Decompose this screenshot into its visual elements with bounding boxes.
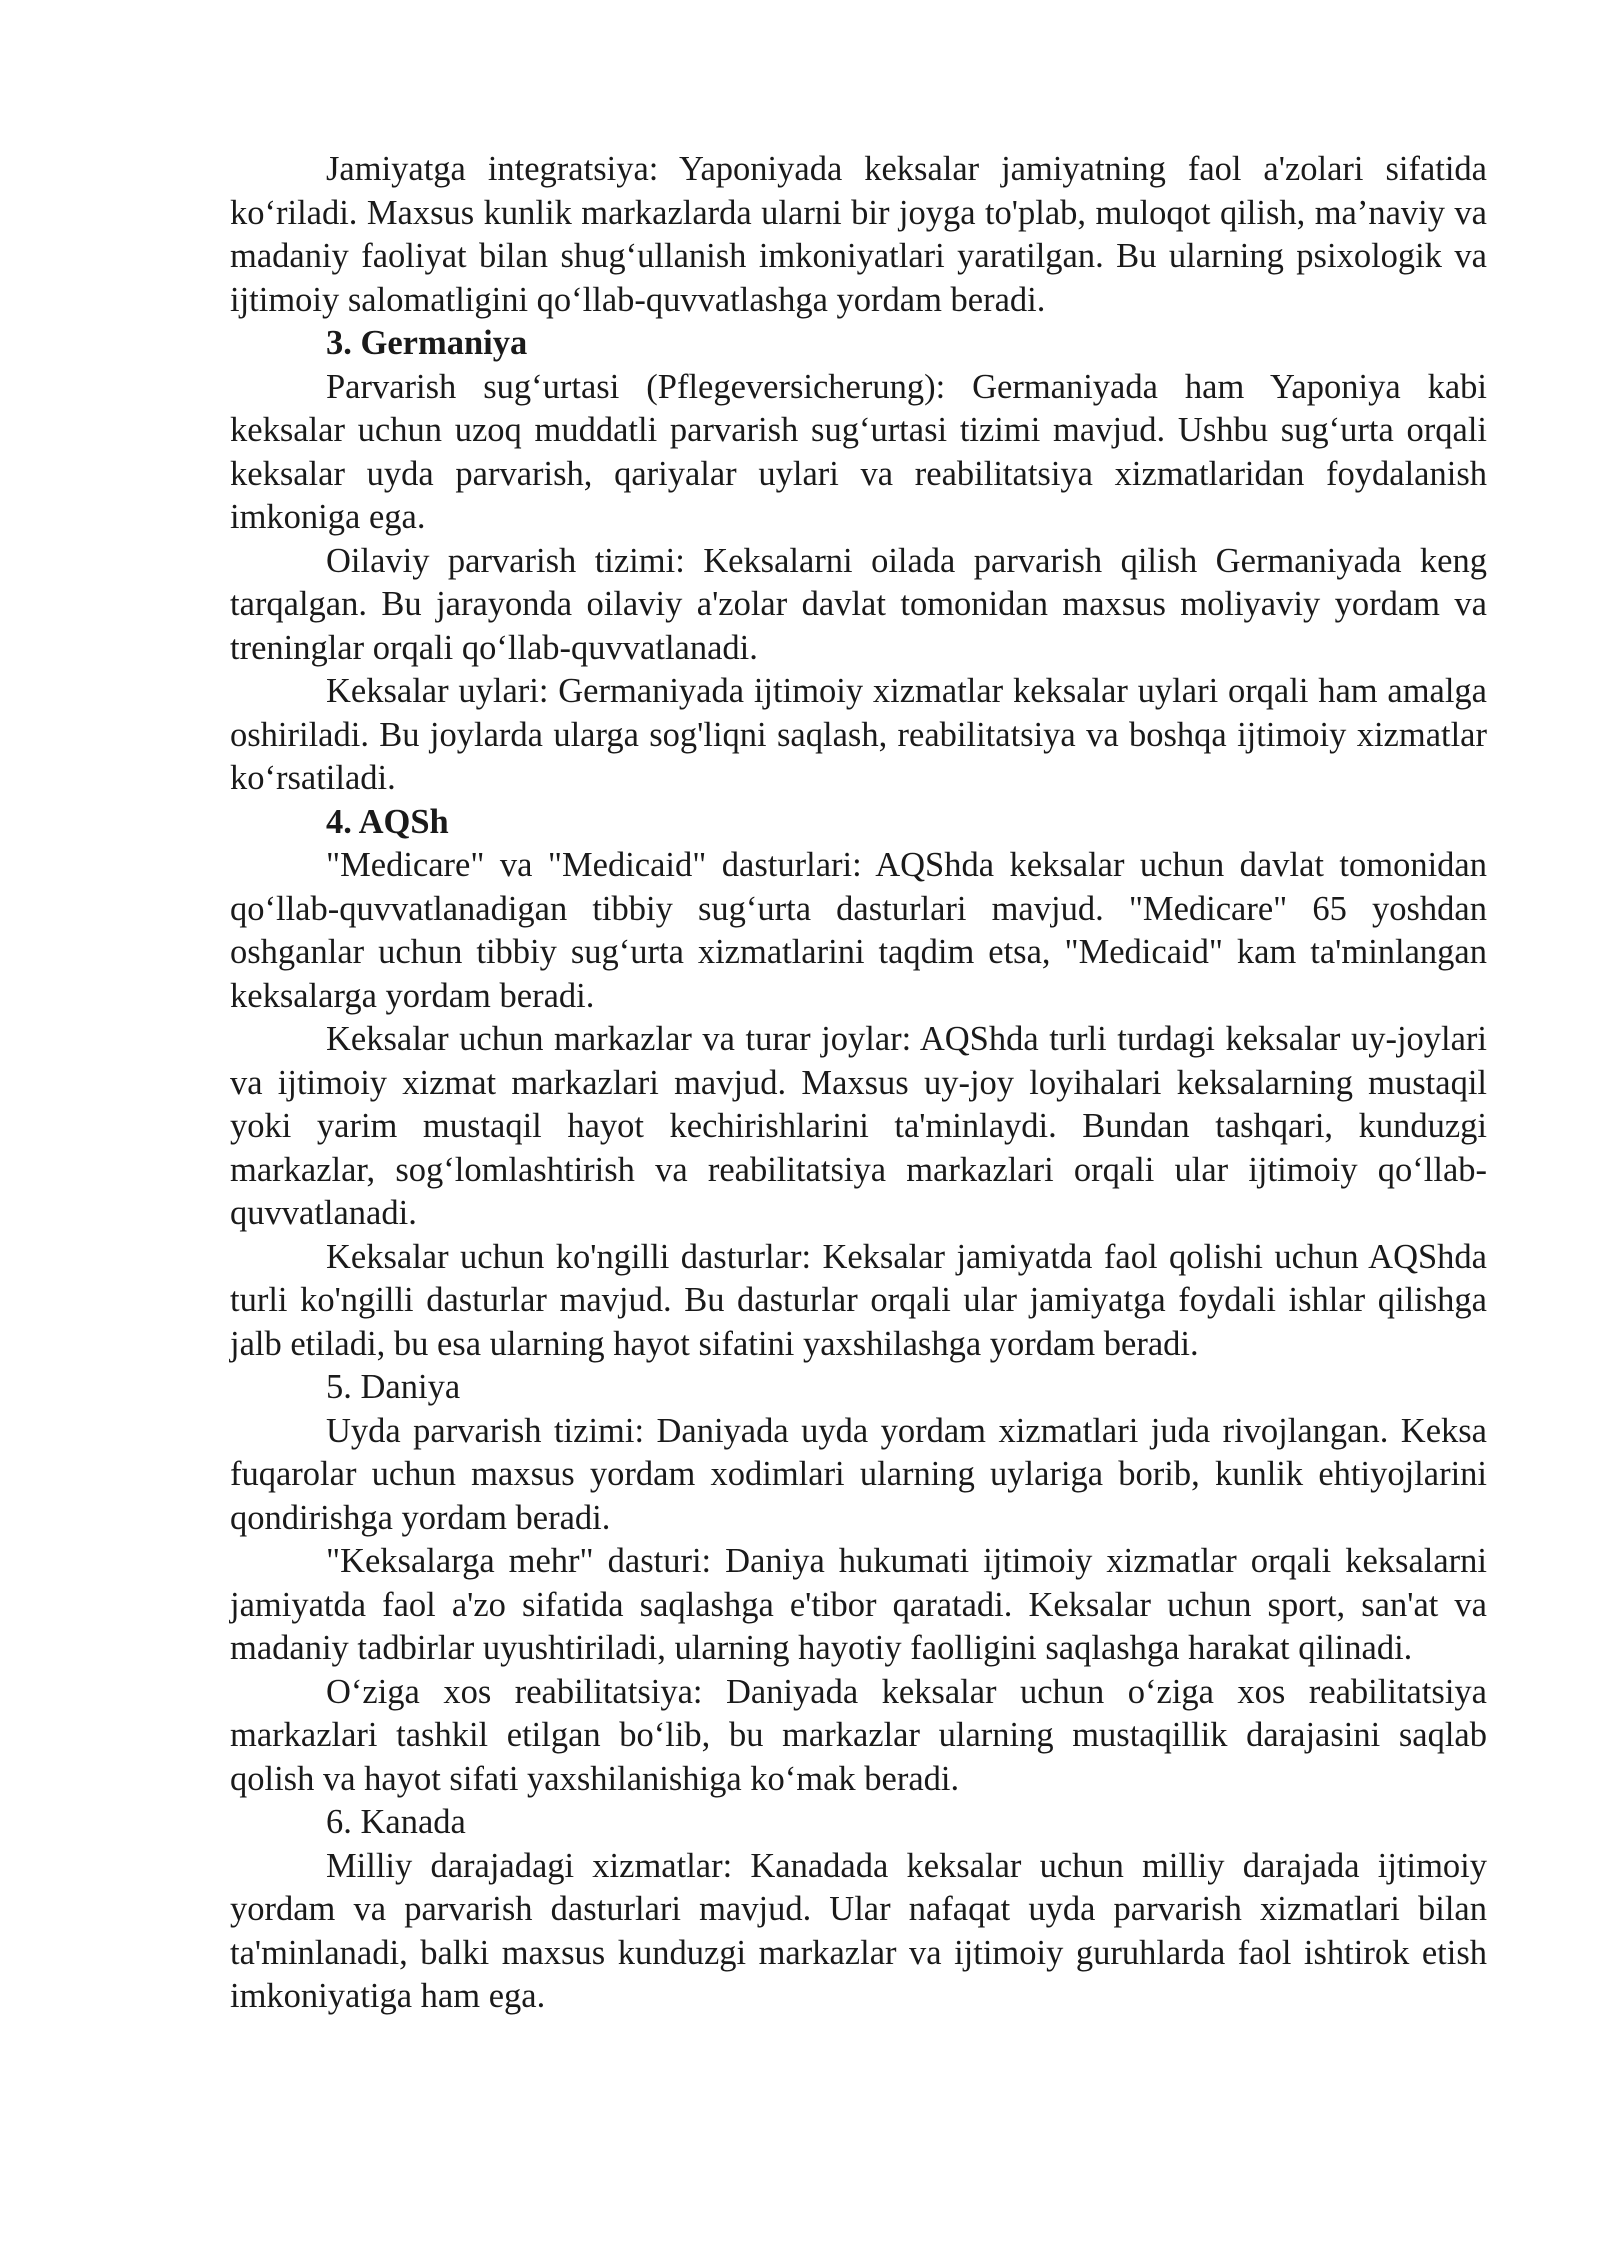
paragraph-japan-integration: Jamiyatga integratsiya: Yaponiyada keksalar jamiyatning faol a'zolari sifatida ko‘riladi. Maxsus kunlik markazlarda ularni bir joyga to'plab, muloqot qilish, ma’naviy va madaniy faoliyat bilan shug‘ullanish imkoniyatlari yaratilgan. Bu ularning psixologik va ijtimoiy salomatligini qo‘llab-quvvatlashga yordam beradi. <box>230 150 1487 319</box>
paragraph-denmark-program: "Keksalarga mehr" dasturi: Daniya hukumati ijtimoiy xizmatlar orqali keksalarni jamiyatda faol a'zo sifatida saqlashga e'tibor qaratadi. Keksalar uchun sport, san'at va madaniy tadbirlar uyushtiriladi, ularning hayotiy faolligini saqlashga harakat qilinadi. <box>230 1542 1487 1667</box>
paragraph-denmark-rehab: O‘ziga xos reabilitatsiya: Daniyada keksalar uchun o‘ziga xos reabilitatsiya markazlari tashkil etilgan bo‘lib, bu markazlar ularning mustaqillik darajasini saqlab qolish va hayot sifati yaxshilanishiga ko‘mak beradi. <box>230 1672 1487 1798</box>
section-heading-canada: 6. Kanada <box>326 1803 466 1841</box>
paragraph-germany-elderly-homes: Keksalar uylari: Germaniyada ijtimoiy xizmatlar keksalar uylari orqali ham amalga oshiriladi. Bu joylarda ularga sog'liqni saqlash, reabilitatsiya va boshqa ijtimoiy xizmatlar ko‘rsatiladi. <box>230 672 1487 797</box>
paragraph-germany-insurance: Parvarish sug‘urtasi (Pflegeversicherung): Germaniyada ham Yaponiya kabi keksalar uchun uzoq muddatli parvarish sug‘urtasi tizimi mavjud. Ushbu sug‘urta orqali keksalar uyda parvarish, qariyalar uylari va reabilitatsiya xizmatlaridan foydalanish imkoniga ega. <box>230 367 1487 536</box>
paragraph-germany-family-care: Oilaviy parvarish tizimi: Keksalarni oilada parvarish qilish Germaniyada keng tarqalgan. Bu jarayonda oilaviy a'zolar davlat tomonidan maxsus moliyaviy yordam va treninglar orqali qo‘llab-quvvatlanadi. <box>230 541 1487 667</box>
paragraph-canada-national: Milliy darajadagi xizmatlar: Kanadada keksalar uchun milliy darajada ijtimoiy yordam va parvarish dasturlari mavjud. Ular nafaqat uyda parvarish xizmatlari bilan ta'minlanadi, balki maxsus kunduzgi markazlar va ijtimoiy guruhlarda faol ishtirok etish imkoniyatiga ham ega. <box>230 1846 1487 2015</box>
paragraph-usa-volunteer: Keksalar uchun ko'ngilli dasturlar: Keksalar jamiyatda faol qolishi uchun AQShda turli ko'ngilli dasturlar mavjud. Bu dasturlar orqali ular jamiyatga foydali ishlar qilishga jalb etiladi, bu esa ularning hayot sifatini yaxshilashga yordam beradi. <box>230 1237 1487 1363</box>
paragraph-usa-centers: Keksalar uchun markazlar va turar joylar: AQShda turli turdagi keksalar uy-joylari va ijtimoiy xizmat markazlari mavjud. Maxsus uy-joy loyihalari keksalarning mustaqil yoki yarim mustaqil hayot kechirishlarini ta'minlaydi. Bundan tashqari, kunduzgi markazlar, sog‘lomlashtirish va reabilitatsiya markazlari orqali ular ijtimoiy qo‘llab-quvvatlanadi. <box>230 1020 1487 1232</box>
document-page <box>230 148 1487 2019</box>
paragraph-usa-medicare: "Medicare" va "Medicaid" dasturlari: AQShda keksalar uchun davlat tomonidan qo‘llab-quvvatlanadigan tibbiy sug‘urta dasturlari mavjud. "Medicare" 65 yoshdan oshganlar uchun tibbiy sug‘urta xizmatlarini taqdim etsa, "Medicaid" kam ta'minlangan keksalarga yordam beradi. <box>230 846 1487 1015</box>
section-heading-usa: 4. AQSh <box>326 802 449 841</box>
section-heading-germany: 3. Germaniya <box>326 324 528 362</box>
paragraph-denmark-home-care: Uyda parvarish tizimi: Daniyada uyda yordam xizmatlari juda rivojlangan. Keksa fuqarolar uchun maxsus yordam xodimlari ularning uylariga borib, kunlik ehtiyojlarini qondirishga yordam beradi. <box>230 1411 1487 1537</box>
section-heading-denmark: 5. Daniya <box>326 1368 461 1406</box>
